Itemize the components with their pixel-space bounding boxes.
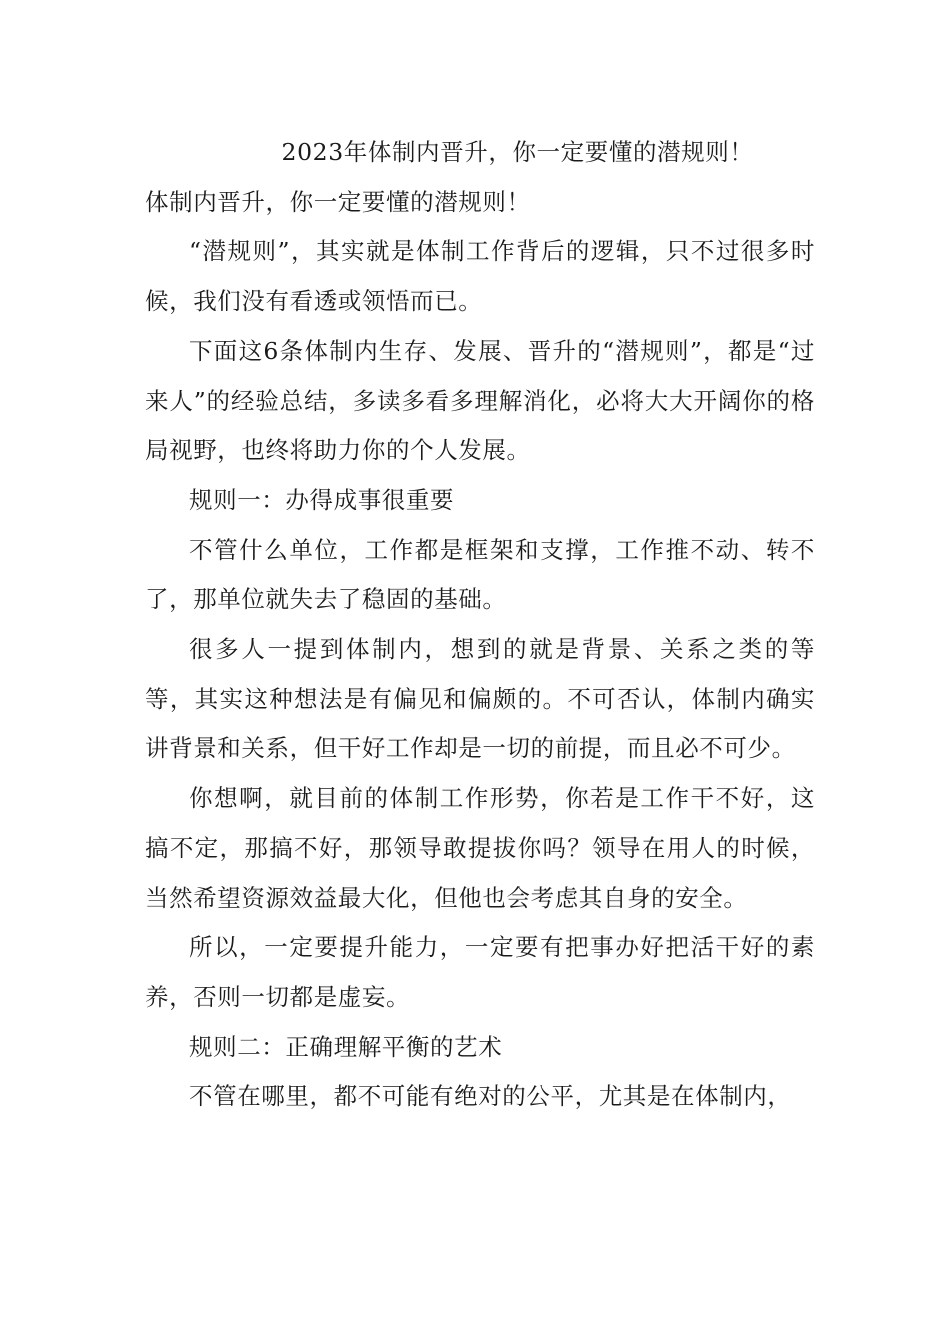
section-heading-rule-1: 规则一：办得成事很重要 [189, 485, 455, 514]
paragraph: 不管在哪里，都不可能有绝对的公平，尤其是在体制内， [189, 1082, 792, 1111]
paragraph: 不管什么单位，工作都是框架和支撑，工作推不动、转不了，那单位就失去了稳固的基础。 [145, 535, 815, 614]
paragraph: “潜规则”，其实就是体制工作背后的逻辑，只不过很多时候，我们没有看透或领悟而已。 [145, 237, 815, 316]
document-body [145, 128, 815, 1122]
document-title: 2023年体制内晋升，你一定要懂的潜规则！ [281, 138, 754, 166]
paragraph: 下面这6条体制内生存、发展、晋升的“潜规则”，都是“过来人”的经验总结，多读多看多理解消化，必将大大开阔你的格局视野，也终将助力你的个人发展。 [145, 336, 815, 465]
section-heading-rule-2: 规则二：正确理解平衡的艺术 [189, 1032, 503, 1061]
paragraph: 你想啊，就目前的体制工作形势，你若是工作干不好，这搞不定，那搞不好，那领导敢提拔你吗？领导在用人的时候，当然希望资源效益最大化，但他也会考虑其自身的安全。 [145, 784, 815, 912]
paragraph: 所以，一定要提升能力，一定要有把事办好把活干好的素养，否则一切都是虚妄。 [145, 933, 815, 1011]
paragraph-subtitle: 体制内晋升，你一定要懂的潜规则！ [145, 187, 531, 216]
paragraph: 很多人一提到体制内，想到的就是背景、关系之类的等等，其实这种想法是有偏见和偏颇的。不可否认，体制内确实讲背景和关系，但干好工作却是一切的前提，而且必不可少。 [145, 635, 815, 763]
